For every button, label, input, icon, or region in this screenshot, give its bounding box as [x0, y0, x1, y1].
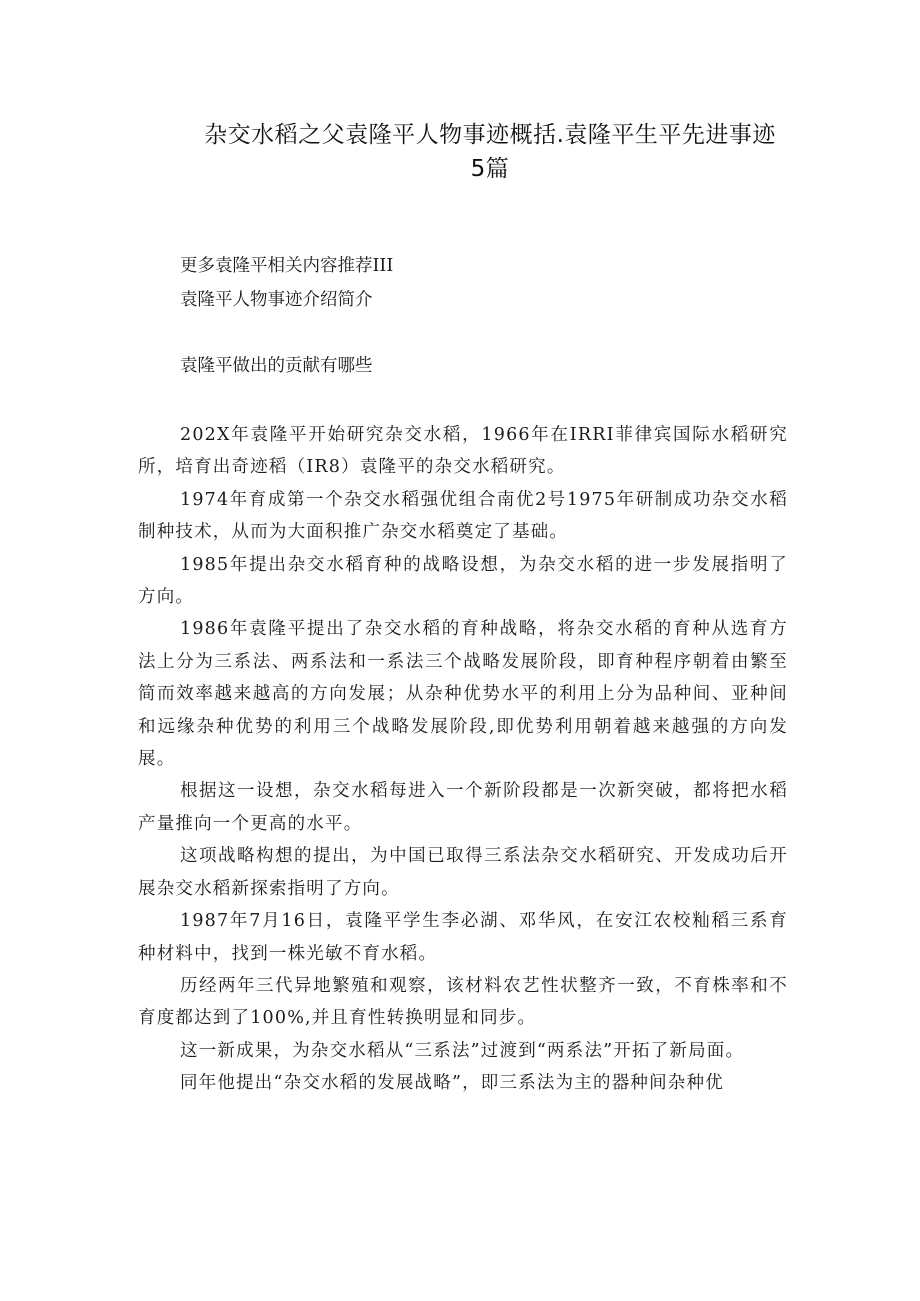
body-paragraph: 历经两年三代异地繁殖和观察，该材料农艺性状整齐一致，不育株率和不育度都达到了100%,并且育性转换明显和同步。 [138, 975, 788, 1029]
body-paragraph: 1985年提出杂交水稻育种的战略设想，为杂交水稻的进一步发展指明了方向。 [138, 554, 788, 608]
body-paragraph: 1986年袁隆平提出了杂交水稻的育种战略，将杂交水稻的育种从选育方法上分为三系法、两系法和一系法三个战略发展阶段，即育种程序朝着由繁至简而效率越来越高的方向发展；从杂种优势水平的利用上分为品种间、亚种间和远缘杂种优势的利用三个战略发展阶段,即优势利用朝着越来越强的方向发展。 [138, 619, 788, 770]
document-title [150, 118, 830, 186]
intro-contributions-heading: 袁隆平做出的贡献有哪些 [180, 356, 373, 376]
intro-more-recommend: 更多袁隆平相关内容推荐III [180, 256, 394, 276]
intro-biography-heading: 袁隆平人物事迹介绍简介 [180, 290, 373, 310]
body-paragraph: 这一新成果，为杂交水稻从“三系法”过渡到“两系法”开拓了新局面。 [180, 1040, 745, 1061]
body-paragraph: 1987年7月16日，袁隆平学生李必湖、邓华风，在安江农校籼稻三系育种材料中，找到一株光敏不育水稻。 [138, 911, 788, 964]
body-paragraph: 根据这一设想，杂交水稻每进入一个新阶段都是一次新突破，都将把水稻产量推向一个更高的水平。 [138, 781, 788, 834]
body-paragraph: 同年他提出“杂交水稻的发展战略”，即三系法为主的器种间杂种优 [180, 1073, 724, 1094]
body-paragraph: 1974年育成第一个杂交水稻强优组合南优2号1975年研制成功杂交水稻制种技术，从而为大面积推广杂交水稻奠定了基础。 [138, 489, 788, 543]
body-paragraph: 这项战略构想的提出，为中国已取得三系法杂交水稻研究、开发成功后开展杂交水稻新探索指明了方向。 [138, 846, 788, 899]
document-body [138, 419, 788, 1100]
title-line-1: 杂交水稻之父袁隆平人物事迹概括.袁隆平生平先进事迹 [204, 122, 776, 148]
body-paragraph: 202X年袁隆平开始研究杂交水稻，1966年在IRRI菲律宾国际水稻研究所，培育出奇迹稻（IR8）袁隆平的杂交水稻研究。 [138, 425, 788, 478]
title-line-2: 5篇 [470, 156, 510, 182]
